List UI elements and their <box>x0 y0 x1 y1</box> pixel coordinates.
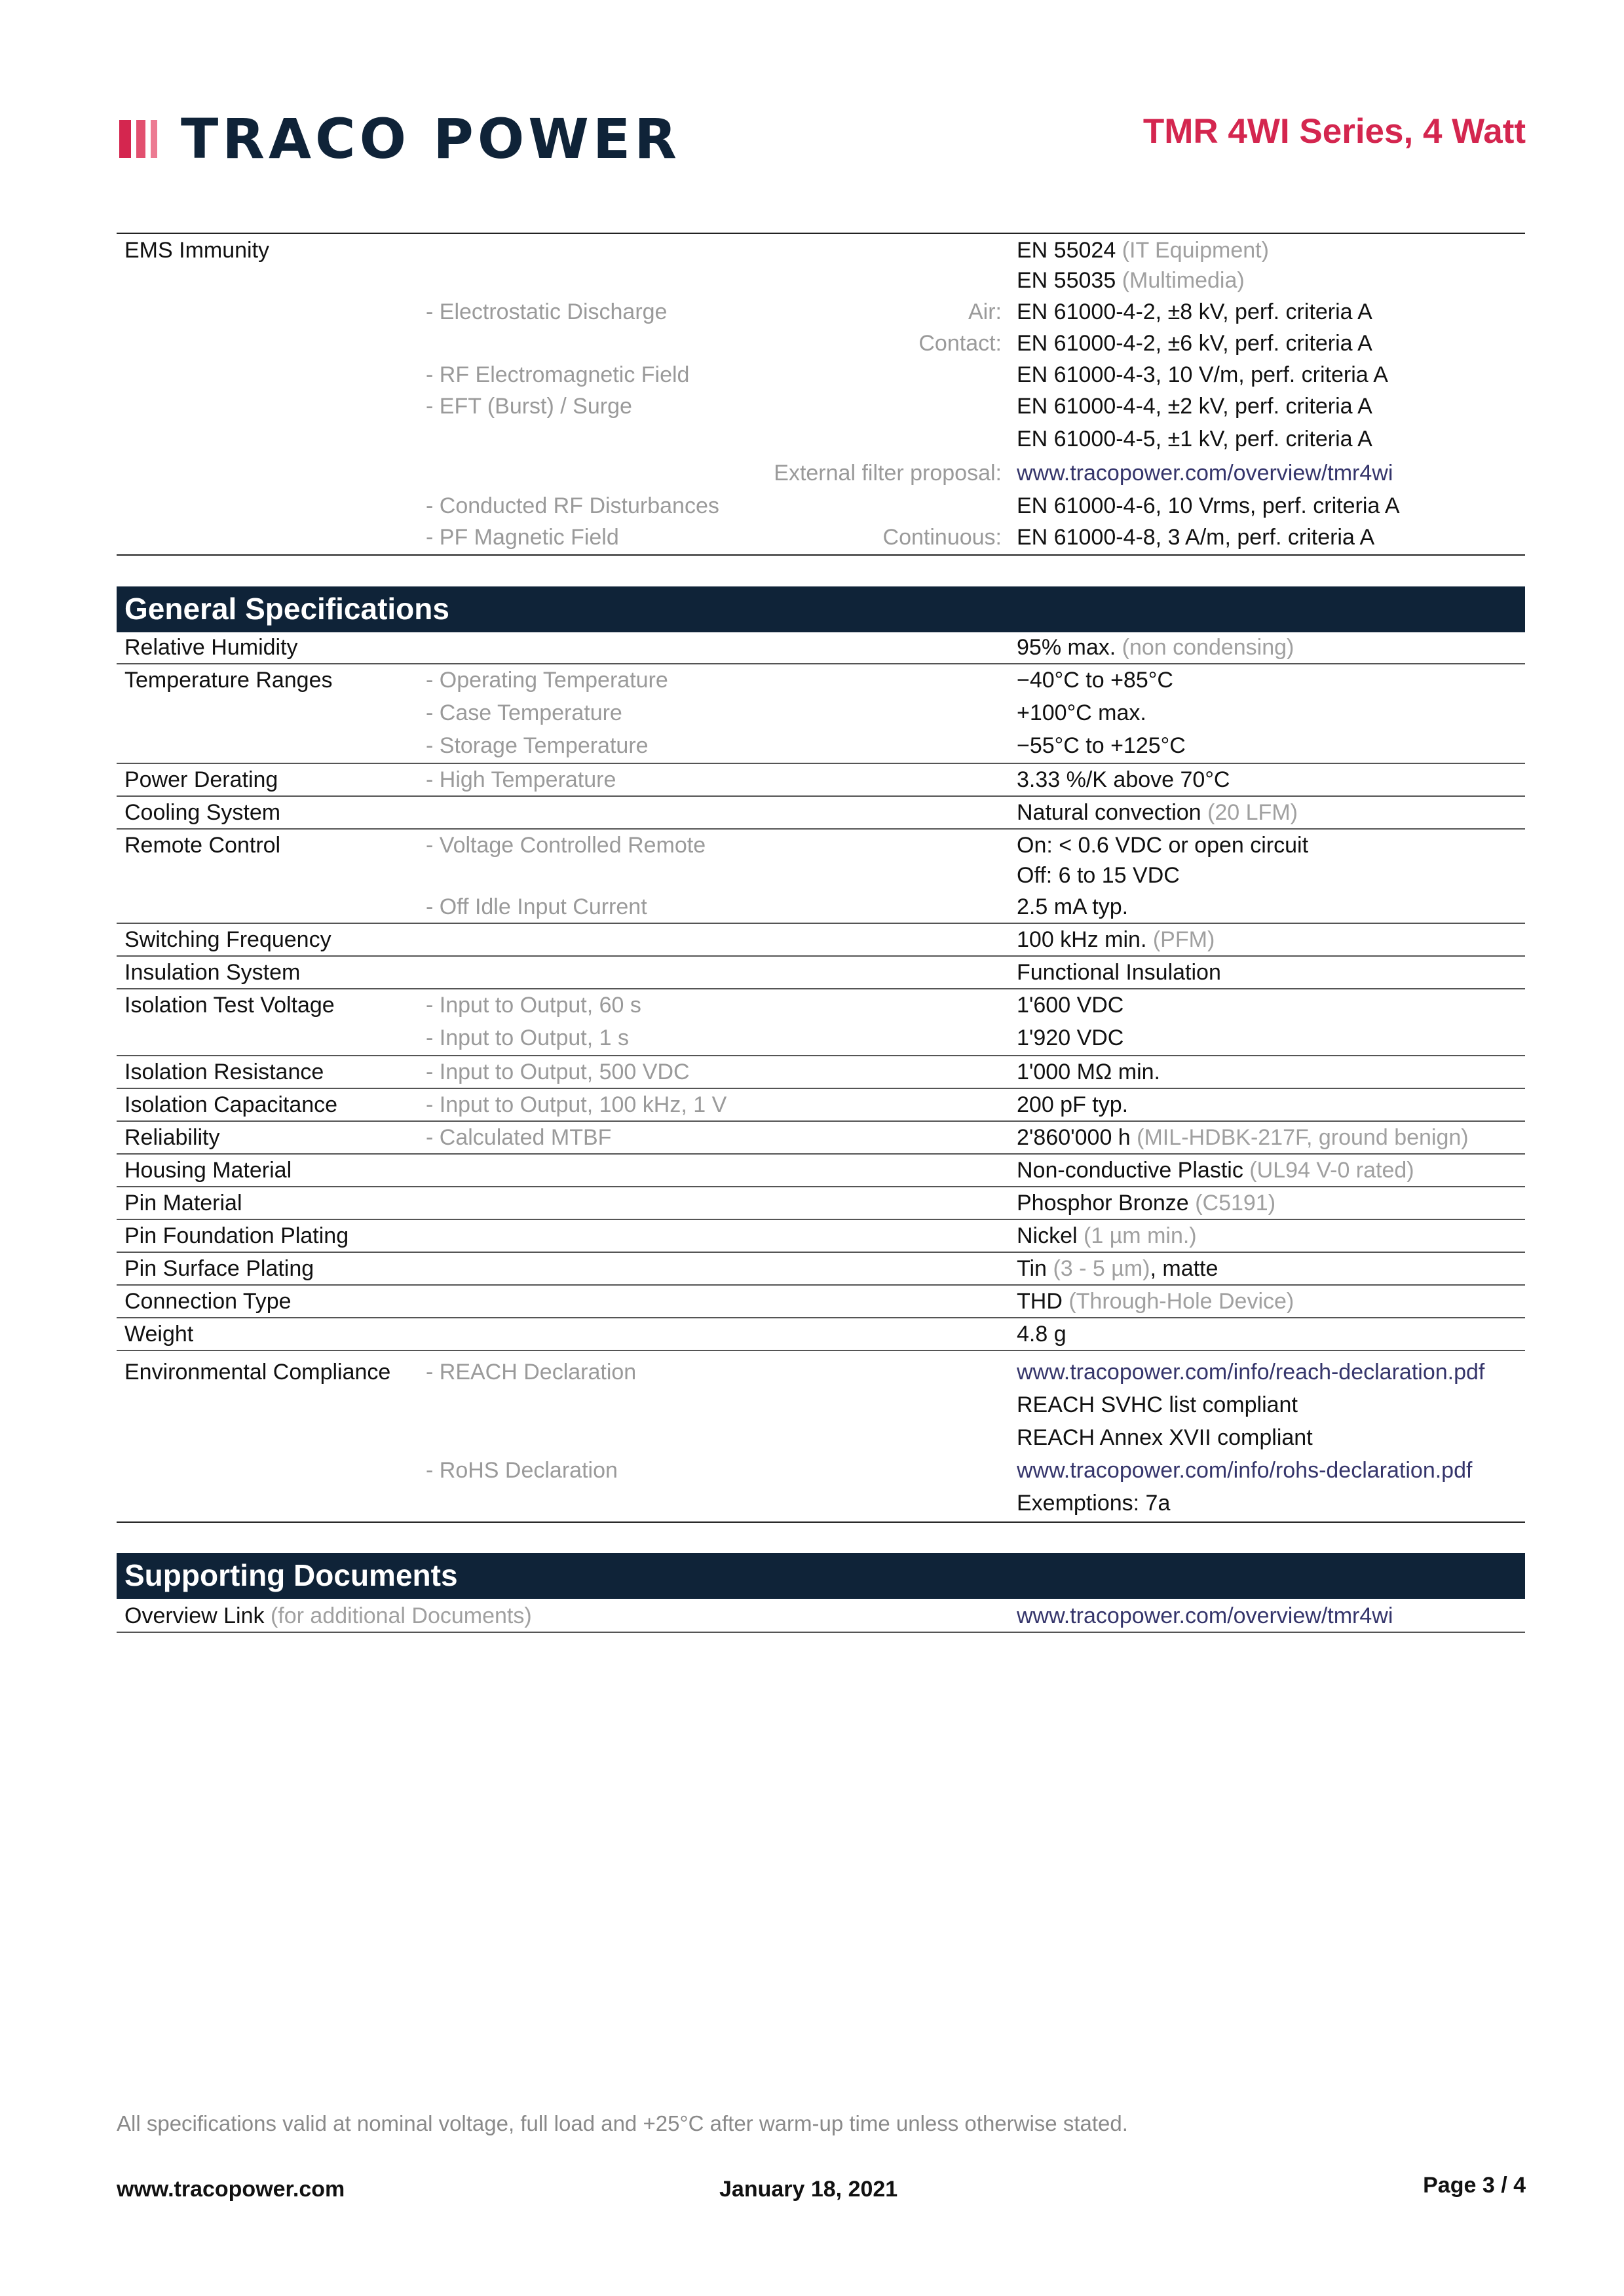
rf-field-value: EN 61000-4-3, 10 V/m, perf. criteria A <box>1017 362 1388 387</box>
ems-label: EMS Immunity <box>124 238 270 263</box>
pf-magnetic-value: EN 61000-4-8, 3 A/m, perf. criteria A <box>1017 525 1375 550</box>
derating-sub: - High Temperature <box>426 767 616 792</box>
brand-name: TRACO POWER <box>181 107 681 171</box>
foundation-label: Pin Foundation Plating <box>124 1223 349 1248</box>
divider <box>117 1632 1525 1633</box>
footnote: All specifications valid at nominal voltage, full load and +25°C after warm-up time unless otherwise stated. <box>117 2111 1128 2135</box>
connection-value: THD (Through-Hole Device) <box>1017 1289 1294 1314</box>
esd-air-qualifier: Air: <box>968 299 1002 324</box>
divider <box>117 1219 1525 1220</box>
filter-qualifier: External filter proposal: <box>774 461 1002 486</box>
conducted-label: - Conducted RF Disturbances <box>426 493 719 518</box>
humidity-label: Relative Humidity <box>124 635 298 660</box>
remote-label: Remote Control <box>124 833 281 858</box>
switching-value: 100 kHz min. (PFM) <box>1017 927 1215 952</box>
remote-off: Off: 6 to 15 VDC <box>1017 863 1180 888</box>
iso-cap-value: 200 pF typ. <box>1017 1092 1129 1117</box>
divider <box>117 1317 1525 1318</box>
divider <box>117 1284 1525 1286</box>
divider <box>117 1350 1525 1351</box>
divider <box>117 988 1525 989</box>
reach-sub: - REACH Declaration <box>426 1360 637 1385</box>
temp-label: Temperature Ranges <box>124 668 333 693</box>
reliability-label: Reliability <box>124 1125 220 1150</box>
derating-label: Power Derating <box>124 767 278 792</box>
rf-field-label: - RF Electromagnetic Field <box>426 362 690 387</box>
rohs-link[interactable]: www.tracopower.com/info/rohs-declaration.pdf <box>1017 1458 1473 1483</box>
iso-test-sub1: - Input to Output, 60 s <box>426 993 641 1018</box>
rohs-sub: - RoHS Declaration <box>426 1458 618 1483</box>
temp-storage-label: - Storage Temperature <box>426 733 649 758</box>
divider <box>117 1120 1525 1122</box>
divider <box>117 1521 1525 1523</box>
derating-value: 3.33 %/K above 70°C <box>1017 767 1230 792</box>
section-title: Supporting Documents <box>124 1558 458 1592</box>
iso-cap-sub: - Input to Output, 100 kHz, 1 V <box>426 1092 727 1117</box>
remote-on: On: < 0.6 VDC or open circuit <box>1017 833 1309 858</box>
remote-sub: - Voltage Controlled Remote <box>426 833 706 858</box>
foundation-value: Nickel (1 µm min.) <box>1017 1223 1197 1248</box>
divider <box>117 1055 1525 1056</box>
weight-label: Weight <box>124 1322 194 1347</box>
divider <box>117 554 1525 556</box>
divider <box>117 955 1525 957</box>
insulation-value: Functional Insulation <box>1017 960 1221 985</box>
cooling-value: Natural convection (20 LFM) <box>1017 800 1298 825</box>
housing-value: Non-conductive Plastic (UL94 V-0 rated) <box>1017 1158 1414 1183</box>
reach-annex: REACH Annex XVII compliant <box>1017 1425 1313 1450</box>
pin-value: Phosphor Bronze (C5191) <box>1017 1191 1276 1215</box>
brand-logo <box>119 107 681 171</box>
iso-test-value1: 1'600 VDC <box>1017 993 1124 1018</box>
iso-res-value: 1'000 MΩ min. <box>1017 1060 1160 1084</box>
temp-op-value: −40°C to +85°C <box>1017 668 1173 693</box>
temp-storage-value: −55°C to +125°C <box>1017 733 1186 758</box>
divider <box>117 233 1525 234</box>
divider <box>117 795 1525 797</box>
divider <box>117 923 1525 924</box>
esd-contact-qualifier: Contact: <box>918 331 1002 356</box>
divider <box>117 828 1525 830</box>
esd-contact-value: EN 61000-4-2, ±6 kV, perf. criteria A <box>1017 331 1372 356</box>
reliability-sub: - Calculated MTBF <box>426 1125 612 1150</box>
footer-date: January 18, 2021 <box>719 2177 898 2202</box>
overview-label: Overview Link (for additional Documents) <box>124 1603 532 1628</box>
idle-value: 2.5 mA typ. <box>1017 894 1129 919</box>
idle-sub: - Off Idle Input Current <box>426 894 647 919</box>
page-number: Page 3 / 4 <box>1423 2173 1526 2198</box>
overview-link[interactable]: www.tracopower.com/overview/tmr4wi <box>1017 1603 1393 1628</box>
pf-qualifier: Continuous: <box>882 525 1002 550</box>
divider <box>117 663 1525 664</box>
filter-link[interactable]: www.tracopower.com/overview/tmr4wi <box>1017 461 1393 486</box>
esd-label: - Electrostatic Discharge <box>426 299 668 324</box>
conducted-value: EN 61000-4-6, 10 Vrms, perf. criteria A <box>1017 493 1400 518</box>
section-title: General Specifications <box>124 592 449 626</box>
eft-value: EN 61000-4-4, ±2 kV, perf. criteria A <box>1017 394 1372 419</box>
temp-case-value: +100°C max. <box>1017 700 1146 725</box>
iso-res-label: Isolation Resistance <box>124 1060 324 1084</box>
eft-label: - EFT (Burst) / Surge <box>426 394 632 419</box>
surface-value: Tin (3 - 5 µm), matte <box>1017 1256 1218 1281</box>
surface-label: Pin Surface Plating <box>124 1256 314 1281</box>
insulation-label: Insulation System <box>124 960 301 985</box>
divider <box>117 1088 1525 1089</box>
temp-case-label: - Case Temperature <box>426 700 622 725</box>
rohs-exemptions: Exemptions: 7a <box>1017 1491 1171 1516</box>
series-title: TMR 4WI Series, 4 Watt <box>1142 112 1526 151</box>
divider <box>117 1186 1525 1187</box>
reliability-value: 2'860'000 h (MIL-HDBK-217F, ground benign) <box>1017 1125 1469 1150</box>
env-label: Environmental Compliance <box>124 1360 391 1385</box>
weight-value: 4.8 g <box>1017 1322 1067 1347</box>
reach-svhc: REACH SVHC list compliant <box>1017 1392 1298 1417</box>
esd-air-value: EN 61000-4-2, ±8 kV, perf. criteria A <box>1017 299 1372 324</box>
ems-standard2: EN 55035 (Multimedia) <box>1017 268 1245 293</box>
pin-label: Pin Material <box>124 1191 242 1215</box>
footer-website[interactable]: www.tracopower.com <box>117 2177 345 2202</box>
humidity-value: 95% max. (non condensing) <box>1017 635 1294 660</box>
cooling-label: Cooling System <box>124 800 281 825</box>
temp-op-label: - Operating Temperature <box>426 668 668 693</box>
iso-test-sub2: - Input to Output, 1 s <box>426 1025 629 1050</box>
logo-bars-icon <box>119 120 157 158</box>
ems-standard1: EN 55024 (IT Equipment) <box>1017 238 1269 263</box>
iso-test-value2: 1'920 VDC <box>1017 1025 1124 1050</box>
reach-link[interactable]: www.tracopower.com/info/reach-declaration.pdf <box>1017 1360 1485 1385</box>
iso-res-sub: - Input to Output, 500 VDC <box>426 1060 690 1084</box>
switching-label: Switching Frequency <box>124 927 331 952</box>
pf-magnetic-label: - PF Magnetic Field <box>426 525 619 550</box>
iso-test-label: Isolation Test Voltage <box>124 993 335 1018</box>
divider <box>117 1252 1525 1253</box>
surge-value: EN 61000-4-5, ±1 kV, perf. criteria A <box>1017 427 1372 451</box>
housing-label: Housing Material <box>124 1158 292 1183</box>
divider <box>117 1153 1525 1155</box>
iso-cap-label: Isolation Capacitance <box>124 1092 338 1117</box>
connection-label: Connection Type <box>124 1289 292 1314</box>
divider <box>117 763 1525 764</box>
